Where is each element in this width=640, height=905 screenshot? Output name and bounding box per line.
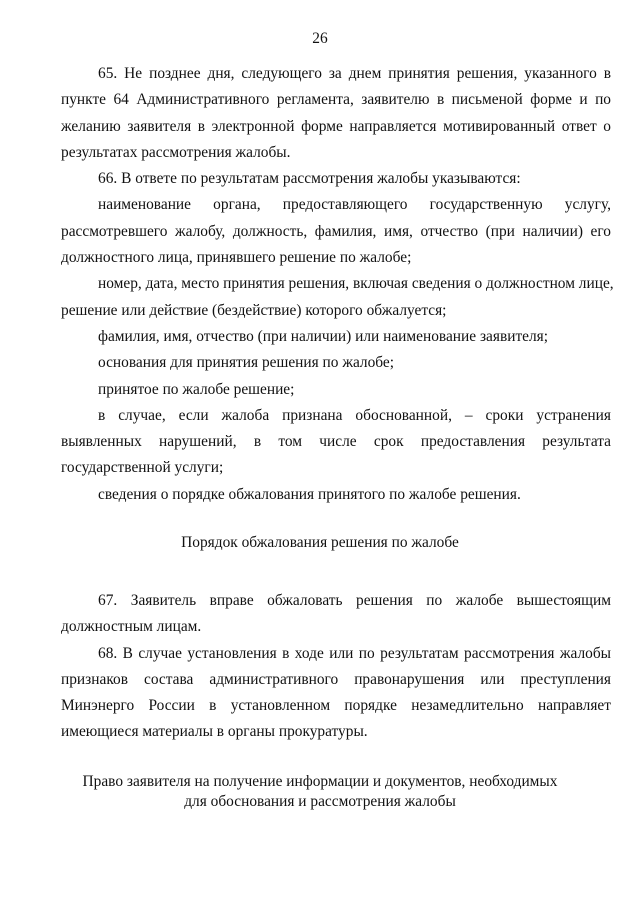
- section-heading-rights: [0, 772, 640, 812]
- section-complaint-response: [61, 61, 614, 508]
- item-appeal-info: сведения о порядке обжалования принятого по жалобе решения.: [98, 485, 521, 503]
- item-number-date-line-2: решение или действие (бездействие) которого обжалуется;: [61, 301, 447, 319]
- heading-rights-line-2: для обоснования и рассмотрения жалобы: [184, 793, 456, 810]
- item-authority-line-2: рассмотревшего жалобу, должность, фамилия, имя, отчество (при наличии) его: [61, 222, 611, 240]
- item-applicant-name: фамилия, имя, отчество (при наличии) или наименование заявителя;: [98, 327, 549, 345]
- item-decision: принятое по жалобе решение;: [98, 380, 295, 398]
- item-justified-line-2: выявленных нарушений, в том числе срок предоставления результата: [61, 433, 611, 451]
- item-number-date-line-1: номер, дата, место принятия решения, включая сведения о должностном лице,: [98, 275, 614, 293]
- item-justified-line-3: государственной услуги;: [61, 459, 224, 477]
- paragraph-68-line-4: имеющиеся материалы в органы прокуратуры.: [61, 723, 368, 741]
- paragraph-65-line-1: 65. Не позднее дня, следующего за днем принятия решения, указанного в: [98, 65, 611, 82]
- section-heading-appeal: [0, 533, 640, 553]
- paragraph-65-line-4: результатах рассмотрения жалобы.: [61, 143, 291, 161]
- paragraph-68-line-3: Минэнерго России в установленном порядке незамедлительно направляет: [61, 697, 611, 715]
- page-number: 26: [312, 30, 328, 47]
- paragraph-66-line-1: 66. В ответе по результатам рассмотрения жалобы указываются:: [98, 170, 521, 188]
- paragraph-65-line-3: желанию заявителя в электронной форме направляется мотивированный ответ о: [61, 117, 611, 135]
- paragraph-67-line-1: 67. Заявитель вправе обжаловать решения по жалобе вышестоящим: [98, 592, 611, 609]
- paragraph-68-line-2: признаков состава административного правонарушения или преступления: [61, 670, 611, 688]
- paragraph-67-line-2: должностным лицам.: [61, 618, 202, 636]
- heading-rights-line-1: Право заявителя на получение информации и документов, необходимых: [82, 773, 558, 790]
- item-grounds: основания для принятия решения по жалобе;: [98, 354, 395, 372]
- item-justified-line-1: в случае, если жалоба признана обоснованной, – сроки устранения: [98, 406, 611, 424]
- paragraph-65-line-2: пункте 64 Административного регламента, заявителю в письменой форме и по: [61, 91, 611, 109]
- item-authority-line-3: должностного лица, принявшего решение по жалобе;: [61, 249, 412, 267]
- item-authority-line-1: наименование органа, предоставляющего государственную услугу,: [98, 196, 611, 214]
- heading-appeal-procedure: Порядок обжалования решения по жалобе: [181, 534, 459, 551]
- section-appeal: [61, 588, 611, 746]
- paragraph-68-line-1: 68. В случае установления в ходе или по результатам рассмотрения жалобы: [98, 644, 611, 662]
